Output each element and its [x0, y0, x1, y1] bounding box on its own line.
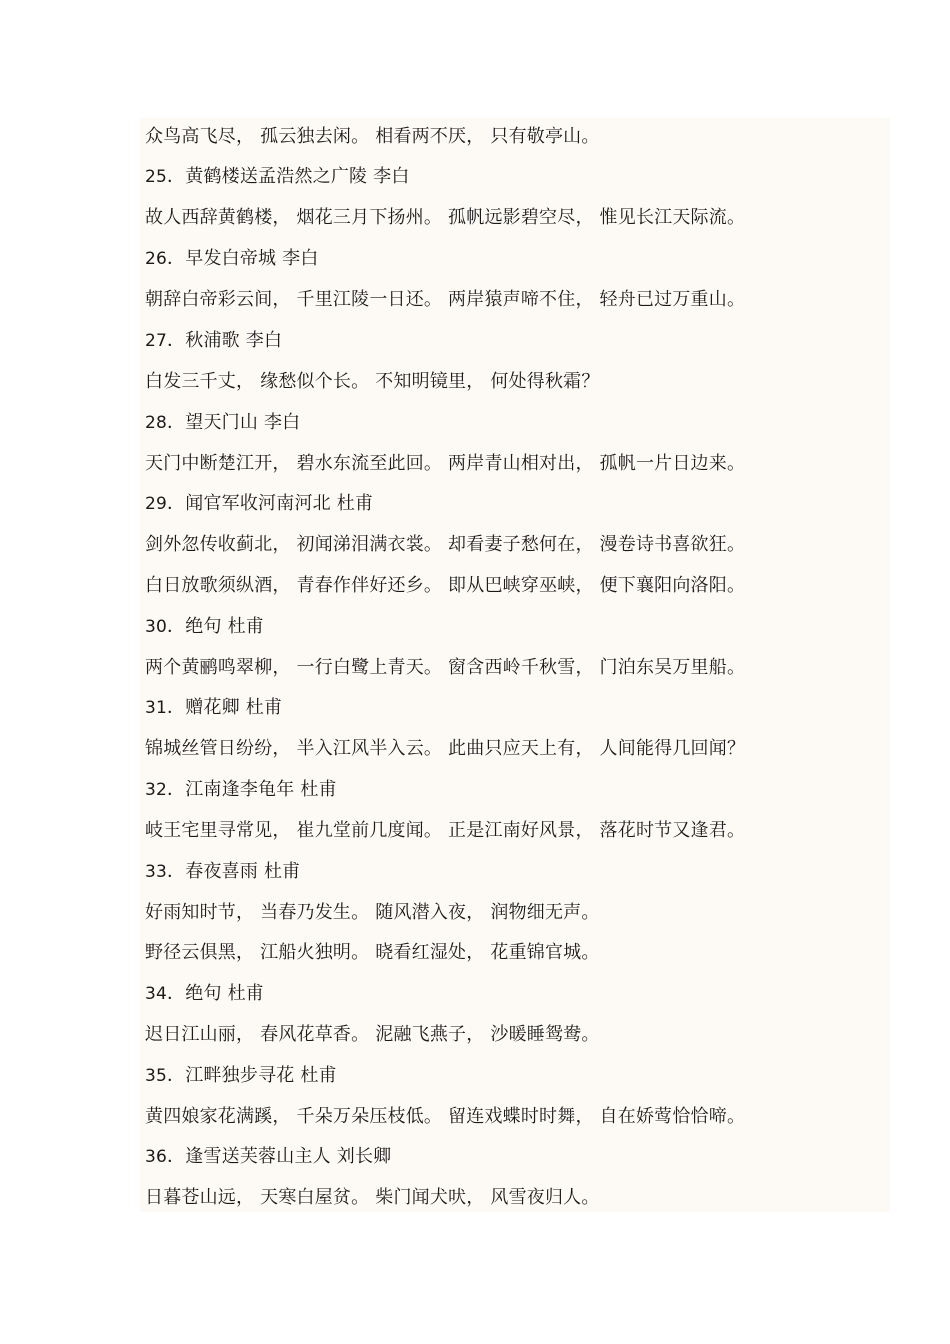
poem-title [145, 693, 282, 723]
poem-title [145, 857, 300, 887]
poem-title-text: ．绝句 杜甫 [167, 616, 264, 637]
poem-number: 35 [145, 1066, 168, 1086]
verse-line: 白发三千丈， 缘愁似个长。 不知明镜里， 何处得秋霜？ [145, 371, 600, 392]
poem-number: 29 [145, 494, 168, 514]
poem-title-text: ．黄鹤楼送孟浩然之广陵 李白 [167, 166, 410, 187]
verse-line: 日暮苍山远， 天寒白屋贫。 柴门闻犬吠， 风雪夜归人。 [145, 1187, 600, 1208]
verse-line: 锦城丝管日纷纷， 半入江风半入云。 此曲只应天上有， 人间能得几回闻？ [145, 738, 746, 759]
poem-title [145, 162, 410, 192]
verse-line: 岐王宅里寻常见， 崔九堂前几度闻。 正是江南好风景， 落花时节又逢君。 [145, 820, 746, 841]
poem-title-text: ．江南逢李龟年 杜甫 [167, 779, 337, 800]
verse-line: 众鸟高飞尽， 孤云独去闲。 相看两不厌， 只有敬亭山。 [145, 126, 600, 147]
poem-title-text: ．赠花卿 杜甫 [167, 697, 283, 718]
poem-title-text: ．望天门山 李白 [167, 412, 301, 433]
poem-number: 36 [145, 1147, 168, 1167]
poem-number: 34 [145, 984, 168, 1004]
poem-title [145, 326, 282, 356]
poem-title-text: ．秋浦歌 李白 [167, 330, 283, 351]
poem-title [145, 1142, 391, 1172]
poem-title-text: ．早发白帝城 李白 [167, 248, 319, 269]
verse-line: 好雨知时节， 当春乃发生。 随风潜入夜， 润物细无声。 [145, 902, 600, 923]
verse-line: 迟日江山丽， 春风花草香。 泥融飞燕子， 沙暖睡鸳鸯。 [145, 1024, 600, 1045]
poem-number: 28 [145, 413, 168, 433]
verse-line: 天门中断楚江开， 碧水东流至此回。 两岸青山相对出， 孤帆一片日边来。 [145, 453, 746, 474]
poem-title [145, 979, 264, 1009]
poem-title-text: ．闻官军收河南河北 杜甫 [167, 493, 374, 514]
verse-line: 朝辞白帝彩云间， 千里江陵一日还。 两岸猿声啼不住， 轻舟已过万重山。 [145, 289, 746, 310]
poem-title [145, 1061, 337, 1091]
poem-number: 30 [145, 617, 168, 637]
poem-title [145, 612, 264, 642]
poem-title-text: ．江畔独步寻花 杜甫 [167, 1065, 337, 1086]
verse-line: 剑外忽传收蓟北， 初闻涕泪满衣裳。 却看妻子愁何在， 漫卷诗书喜欲狂。 [145, 534, 746, 555]
poem-title-text: ．逢雪送芙蓉山主人 刘长卿 [167, 1146, 392, 1167]
verse-line: 两个黄鹂鸣翠柳， 一行白鹭上青天。 窗含西岭千秋雪， 门泊东吴万里船。 [145, 657, 746, 678]
poem-title [145, 244, 319, 274]
poem-title [145, 408, 300, 438]
poem-title [145, 775, 337, 805]
poem-number: 25 [145, 167, 168, 187]
poem-number: 31 [145, 698, 168, 718]
poem-number: 32 [145, 780, 168, 800]
poem-title-text: ．绝句 杜甫 [167, 983, 264, 1004]
poem-number: 27 [145, 331, 168, 351]
verse-line: 黄四娘家花满蹊， 千朵万朵压枝低。 留连戏蝶时时舞， 自在娇莺恰恰啼。 [145, 1106, 746, 1127]
verse-line: 故人西辞黄鹤楼， 烟花三月下扬州。 孤帆远影碧空尽， 惟见长江天际流。 [145, 207, 746, 228]
verse-line: 野径云俱黑， 江船火独明。 晓看红湿处， 花重锦官城。 [145, 942, 600, 963]
poem-title [145, 489, 373, 519]
verse-line: 白日放歌须纵酒， 青春作伴好还乡。 即从巴峡穿巫峡， 便下襄阳向洛阳。 [145, 575, 746, 596]
poem-number: 33 [145, 862, 168, 882]
poem-number: 26 [145, 249, 168, 269]
poem-title-text: ．春夜喜雨 杜甫 [167, 861, 301, 882]
